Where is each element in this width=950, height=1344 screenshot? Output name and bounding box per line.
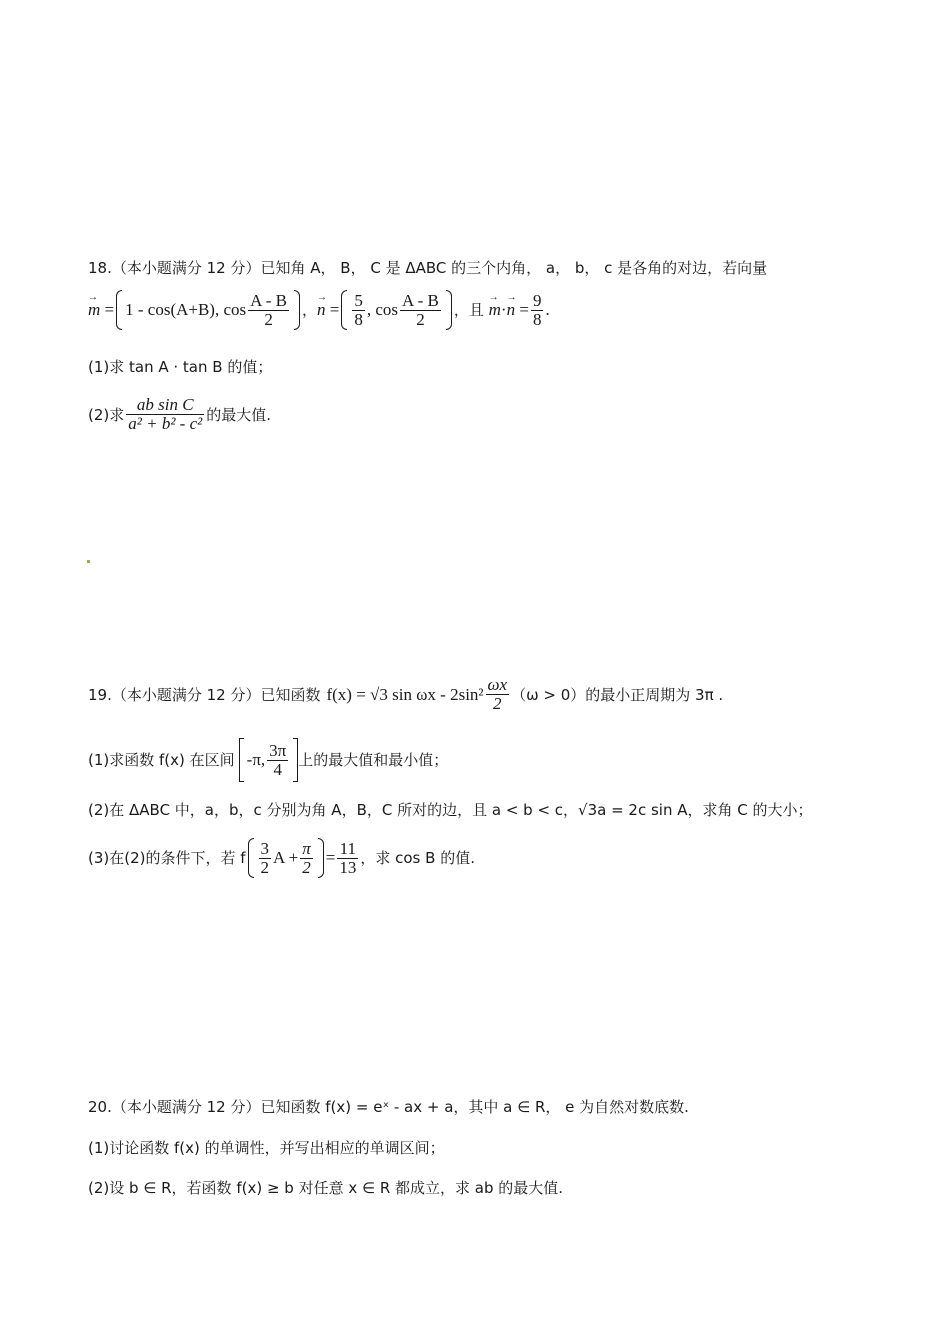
q20-part2: (2)设 b ∈ R，若函数 f(x) ≥ b 对任意 x ∈ R 都成立，求 ab 的最大值. bbox=[88, 1179, 564, 1197]
interval-upper-frac: $\frac{3\pi}{4}$ bbox=[269, 740, 287, 779]
q19-intro-head: 19.（本小题满分 12 分）已知函数 bbox=[88, 685, 321, 704]
vector-m: → m bbox=[88, 300, 100, 320]
scan-dot bbox=[87, 560, 90, 563]
q19-func: f(x) = √3 sin ωx - 2sin² bbox=[326, 684, 484, 704]
q19-pi-frac: $\frac{\pi}{2}$ bbox=[302, 838, 311, 877]
q20-part1: (1)讨论函数 f(x) 的单调性，并写出相应的单调区间； bbox=[88, 1139, 445, 1157]
q18-part2-tail: 的最大值. bbox=[206, 405, 271, 424]
q18-part1: (1)求 tan A · tan B 的值； bbox=[88, 358, 273, 376]
q18-part2-label: (2)求 bbox=[88, 405, 125, 424]
q19-part3: (3)在(2)的条件下，若 f $\frac{3}{2}$ A + $\frac{\pi}{2}$ = $\frac{11}{13}$ ，求 cos B 的值. bbox=[88, 838, 475, 877]
m-second-comp-frac: $\frac{A - B}{2}$ bbox=[250, 290, 287, 329]
q19-wx-frac: $\frac{\omega x}{2}$ bbox=[487, 675, 508, 713]
n-first-comp-frac: $\frac{5}{8}$ bbox=[354, 290, 363, 329]
q19-part1: (1)求函数 f(x) 在区间 -π, $\frac{3\pi}{4}$ 上的最大值和最小值； bbox=[88, 738, 448, 782]
n-second-comp-frac: $\frac{A - B}{2}$ bbox=[402, 290, 439, 329]
q20-intro: 20.（本小题满分 12 分）已知函数 f(x) = eˣ - ax + a，其中 a ∈ R， e 为自然对数底数. bbox=[88, 1098, 689, 1116]
q19-result-frac: $\frac{11}{13}$ bbox=[339, 838, 357, 877]
q19-part3-head: (3)在(2)的条件下，若 f bbox=[88, 849, 246, 867]
q18-vectors: → m = 1 - cos(A+B), cos $\frac{A - B}{2}$ ， → n = $\frac{5}{8}$ , cos $\frac{A - B}{2}$ ，且 → m · → n = $\frac{9}{8}$ . bbox=[88, 290, 550, 330]
q19-part2: (2)在 ΔABC 中，a，b，c 分别为角 A，B，C 所对的边，且 a < b < c，√3a = 2c sin A，求角 C 的大小； bbox=[88, 801, 813, 819]
dot-product-frac: $\frac{9}{8}$ bbox=[532, 290, 542, 329]
q19-part1-tail: 上的最大值和最小值； bbox=[298, 751, 449, 769]
q19-p3-frac: $\frac{3}{2}$ bbox=[260, 838, 270, 877]
vector-n: → n bbox=[317, 300, 326, 320]
m-first-comp: 1 - cos(A+B), cos bbox=[125, 300, 247, 319]
q18-part2-frac: $\frac{\text{ab sin C}}{\text{a² + b² - c²}}$ bbox=[128, 395, 203, 433]
q18-intro: 18.（本小题满分 12 分）已知角 A， B， C 是 ΔABC 的三个内角， a， b， c 是各角的对边，若向量 bbox=[88, 259, 768, 277]
q19-intro-tail: （ω > 0）的最小正周期为 3π . bbox=[511, 685, 724, 704]
q19-intro bbox=[88, 676, 723, 713]
q18-part2 bbox=[88, 396, 271, 433]
q19-part1-head: (1)求函数 f(x) 在区间 bbox=[88, 751, 235, 769]
q19-part3-tail: ，求 cos B 的值. bbox=[360, 849, 475, 867]
